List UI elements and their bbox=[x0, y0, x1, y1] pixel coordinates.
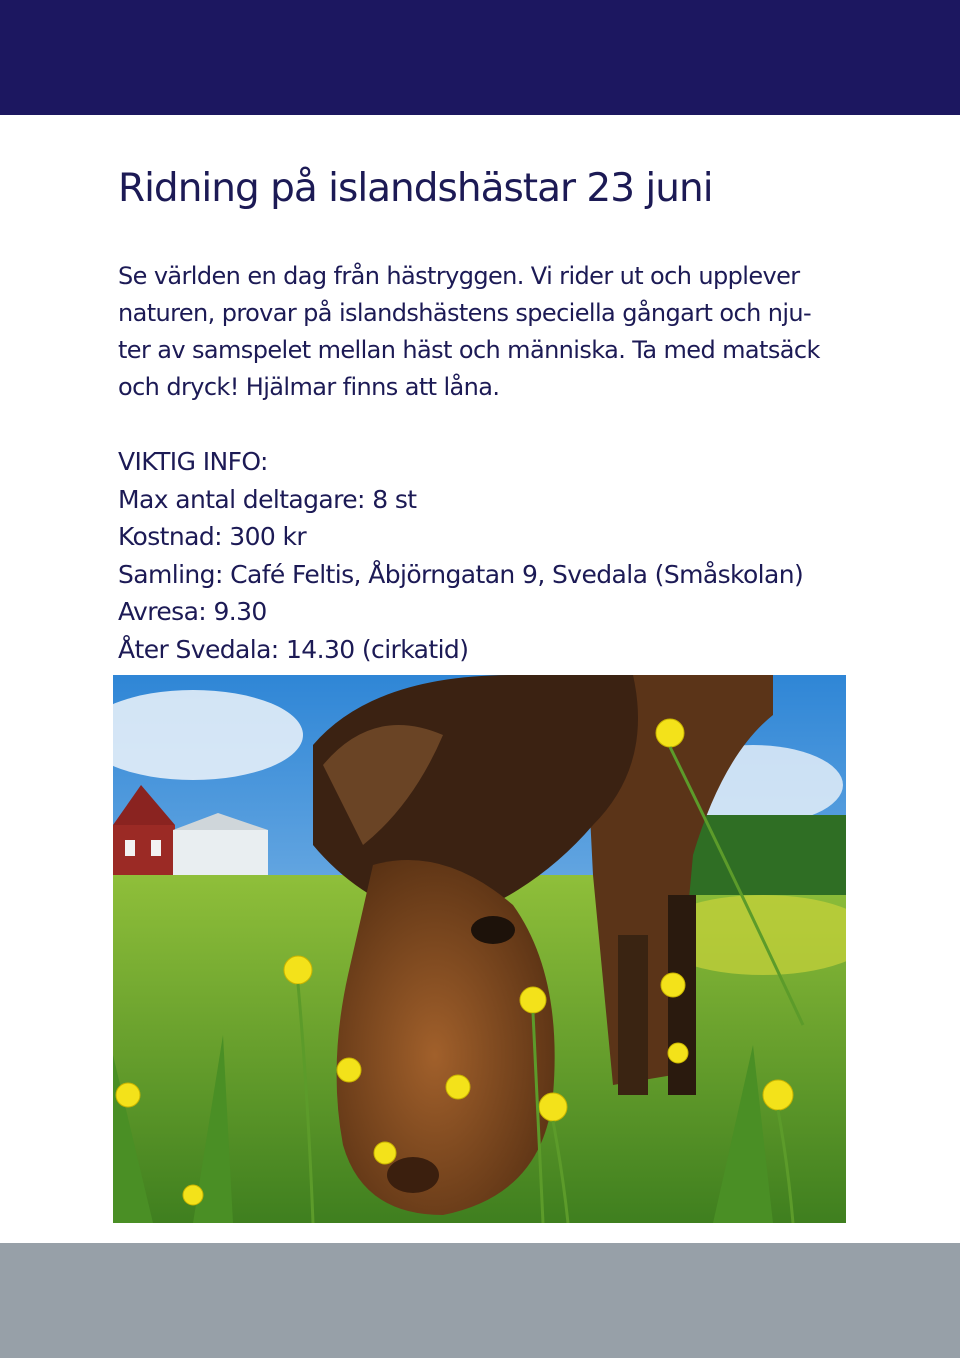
page-title: Ridning på islandshästar 23 juni bbox=[118, 166, 713, 211]
footer-band bbox=[0, 1243, 960, 1358]
intro-paragraph bbox=[118, 258, 858, 406]
info-heading: VIKTIG INFO: bbox=[118, 447, 268, 476]
info-meeting-point: Samling: Café Feltis, Åbjörngatan 9, Svedala (Småskolan) bbox=[118, 559, 804, 589]
header-band bbox=[0, 0, 960, 115]
info-section bbox=[118, 443, 803, 668]
info-departure: Avresa: 9.30 bbox=[118, 597, 267, 626]
info-cost: Kostnad: 300 kr bbox=[118, 522, 307, 551]
intro-line: ter av samspelet mellan häst och människa. Ta med matsäck bbox=[118, 336, 820, 364]
intro-line: naturen, provar på islandshästens speciella gångart och nju- bbox=[118, 299, 812, 327]
info-return: Åter Svedala: 14.30 (cirkatid) bbox=[118, 634, 469, 664]
info-participants: Max antal deltagare: 8 st bbox=[118, 484, 417, 514]
horse-photo bbox=[113, 675, 846, 1223]
intro-line: och dryck! Hjälmar finns att låna. bbox=[118, 373, 500, 401]
intro-line: Se världen en dag från hästryggen. Vi rider ut och upplever bbox=[118, 262, 800, 290]
